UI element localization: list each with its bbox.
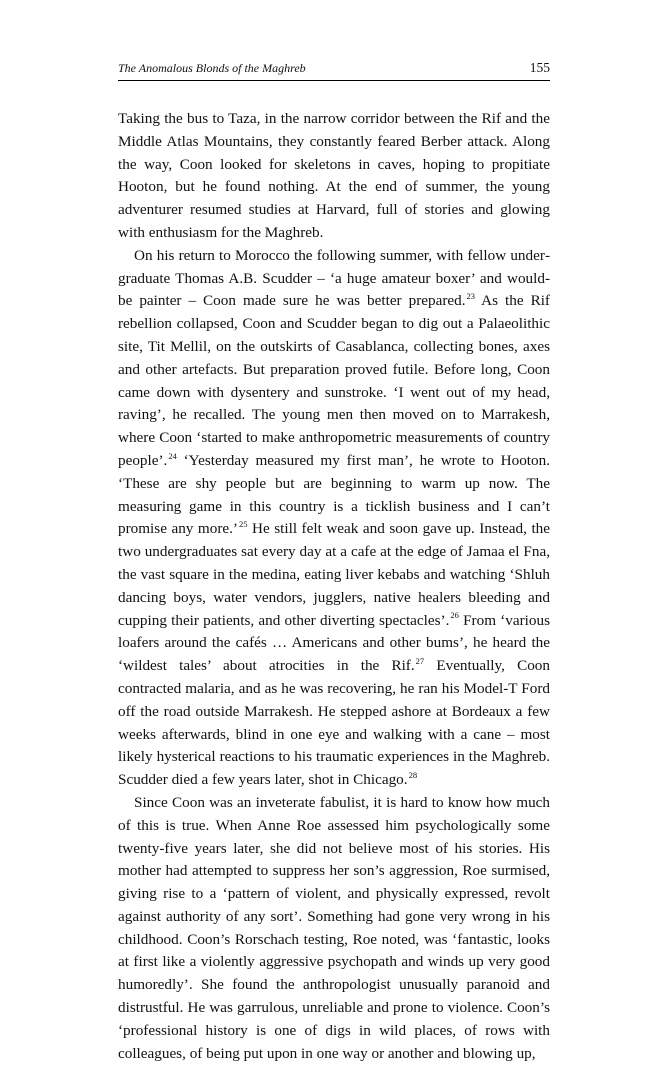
- body-text: [118, 108, 550, 1065]
- paragraph-text: As the Rif rebellion collapsed, Coon and Scudder began to dig out a Palaeolithic site, Tit Mellil, on the outskirts of Casablanca, collecting bones, axes and other artefacts. But preparation proved futile. Before long, Coon came down with dysentery and sunstroke. ‘I went out of my head, raving’, he recalled. The young men then moved on to Marrakesh, where Coon ‘started to make anthropometric measurements of country people’.: [118, 292, 550, 469]
- paragraph-text: He still felt weak and soon gave up. Instead, the two undergraduates sat every day at a cafe at the edge of Jamaa el Fna, the vast square in the medina, eating liver kebabs and watching ‘Shluh dancing boys, water vendors, jugglers, native healers bleeding and cupping their patients, and other diverting spectacles’.: [118, 520, 551, 629]
- paragraph-text: From ‘various loafers around the cafés … Americans and other bums’, he heard the ‘wildest tales’ about atrocities in the Rif.: [118, 611, 550, 675]
- paragraph-1: [118, 108, 550, 245]
- page-number: 155: [529, 60, 550, 75]
- paragraph-text: On his return to Morocco the following summer, with fellow undergraduate Thomas A.B. Scudder – ‘a huge amateur boxer’ and would-be painter – Coon made sure he was better prepared.: [118, 246, 550, 310]
- paragraph-text: Taking the bus to Taza, in the narrow corridor between the Rif and the Middle Atlas Mountains, they constantly feared Berber attack. Along the way, Coon looked for skeletons in caves, hoping to propitiate Hooton, but he found nothing. At the end of summer, the young adventurer resumed studies at Harvard, full of stories and glowing with enthusiasm for the Maghreb.: [118, 110, 550, 241]
- running-head: [118, 60, 550, 81]
- footnote-marker: 27: [415, 656, 425, 667]
- footnote-marker: 23: [466, 291, 476, 302]
- footnote-marker: 25: [238, 519, 248, 530]
- paragraph-text: Eventually, Coon contracted malaria, and as he was recovering, he ran his Model-T Ford off the road outside Marrakesh. He stepped ashore at Bordeaux a few weeks afterwards, blind in one eye and walking with a cane – most likely hysterical reactions to his traumatic experiences in the Maghreb. Scudder died a few years later, shot in Chicago.: [118, 657, 550, 789]
- paragraph-3: [118, 792, 550, 1065]
- footnote-marker: 28: [408, 770, 418, 781]
- paragraph-2: [118, 245, 550, 792]
- running-title: The Anomalous Blonds of the Maghreb: [118, 61, 306, 75]
- paragraph-text: ‘Yesterday measured my first man’, he wrote to Hooton. ‘These are shy people but are beginning to warm up now. The measuring game in this country is a ticklish business and I can’t promise any more.’: [118, 451, 550, 538]
- footnote-marker: 24: [168, 450, 177, 461]
- footnote-marker: 26: [450, 610, 459, 621]
- paragraph-text: Since Coon was an inveterate fabulist, it is hard to know how much of this is true. When Anne Roe assessed him psychologically some twenty-five years later, she did not believe most of his stories. His mother had attempted to suppress her son’s aggression, Roe surmised, giving rise to a ‘pattern of violent, and physically expressed, revolt against authority of any sort’. Something had gone very wrong in his childhood. Coon’s Rorschach testing, Roe noted, was ‘fantastic, looks at first like a violently aggressive psychopath and winds up very good humoredly’. She found the anthropologist unusually paranoid and distrustful. He was garrulous, unreliable and prone to violence. Coon’s ‘professional history is one of digs in wild places, of rows with colleagues, of being put upon in one way or another and blowing up,: [118, 793, 550, 1062]
